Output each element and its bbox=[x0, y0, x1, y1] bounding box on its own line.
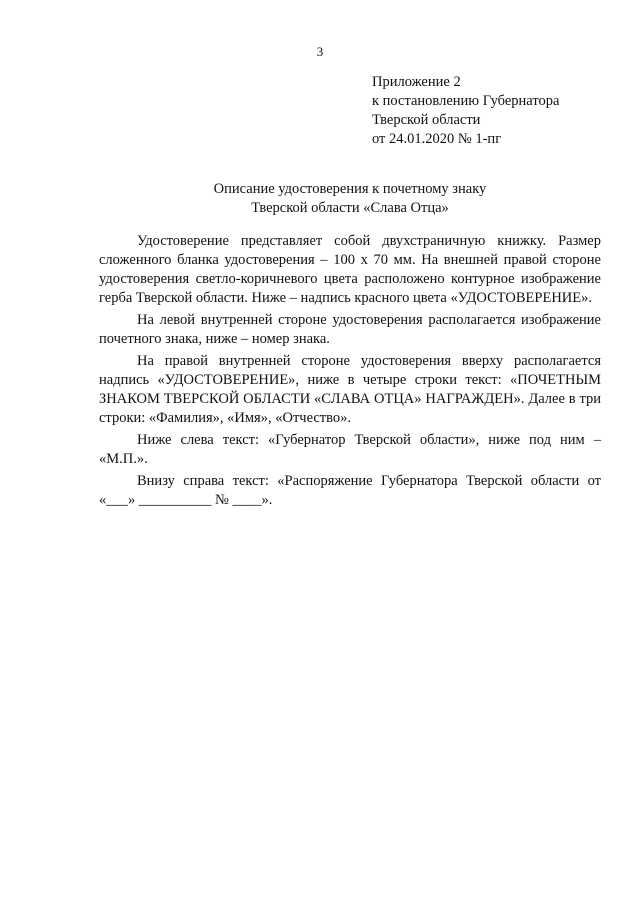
body-paragraph: Удостоверение представляет собой двухстраничную книжку. Размер сложенного бланка удостоверения – 100 х 70 мм. На внешней правой стороне удостоверения светло-коричневого цвета расположено контурное изображение герба Тверской области. Ниже – надпись красного цвета «УДОСТОВЕРЕНИЕ». bbox=[99, 233, 601, 306]
appendix-line: к постановлению Губернатора bbox=[372, 93, 560, 109]
body-paragraph: На правой внутренней стороне удостоверения вверху располагается надпись «УДОСТОВЕРЕНИЕ», ниже в четыре строки текст: «ПОЧЕТНЫМ ЗНАКОМ ТВЕРСКОЙ ОБЛАСТИ «СЛАВА ОТЦА» НАГРАЖДЕН». Далее в три строки: «Фамилия», «Имя», «Отчество». bbox=[99, 353, 601, 426]
appendix-block bbox=[372, 73, 612, 149]
document-title bbox=[0, 180, 640, 218]
body-paragraph: На левой внутренней стороне удостоверения располагается изображение почетного знака, ниже – номер знака. bbox=[99, 312, 601, 347]
body-paragraph: Ниже слева текст: «Губернатор Тверской области», ниже под ним – «М.П.». bbox=[99, 432, 601, 467]
page-number: 3 bbox=[316, 44, 324, 59]
appendix-line: Тверской области bbox=[372, 112, 481, 128]
title-line: Тверской области «Слава Отца» bbox=[251, 200, 449, 216]
appendix-line: Приложение 2 bbox=[372, 74, 461, 90]
appendix-date-line: от 24.01.2020 № 1-пг bbox=[372, 131, 502, 147]
title-line: Описание удостоверения к почетному знаку bbox=[213, 181, 487, 197]
body-paragraph: Внизу справа текст: «Распоряжение Губернатора Тверской области от «___» __________ № ____». bbox=[99, 473, 601, 508]
document-body bbox=[99, 232, 601, 513]
